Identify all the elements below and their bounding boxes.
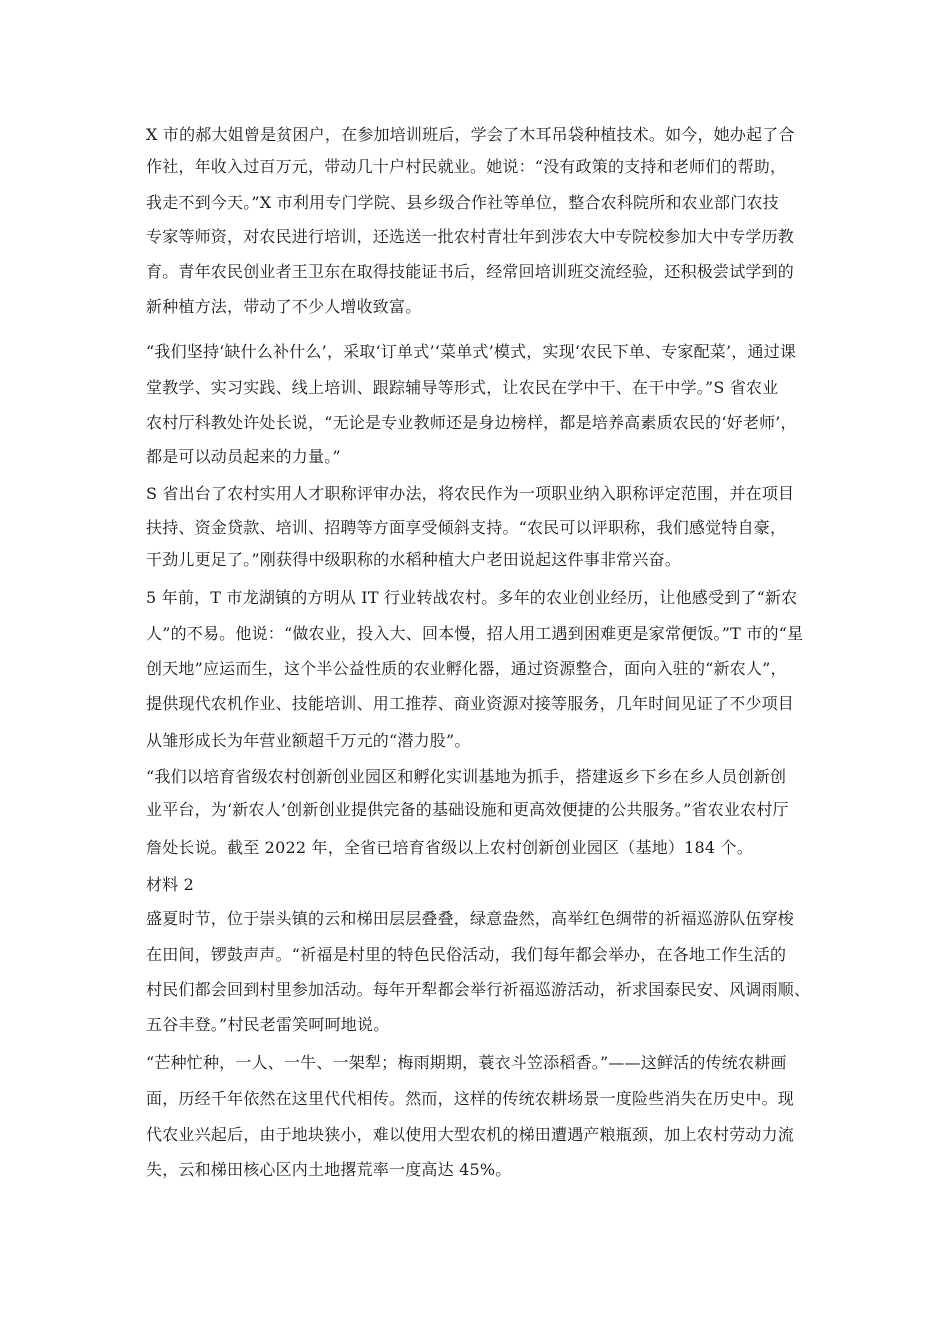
text-line: 在田间，锣鼓声声。“祈福是村里的特色民俗活动，我们每年都会举办，在各地工作生活的	[146, 945, 787, 964]
text-line: 堂教学、实习实践、线上培训、跟踪辅导等形式，让农民在学中干、在干中学。”S 省农业	[146, 378, 779, 397]
text-line: X 市的郝大姐曾是贫困户，在参加培训班后，学会了木耳吊袋种植技术。如今，她办起了合	[146, 125, 795, 144]
text-line: 五谷丰登。”村民老雷笑呵呵地说。	[146, 1015, 390, 1034]
text-line: S 省出台了农村实用人才职称评审办法，将农民作为一项职业纳入职称评定范围，并在项目	[146, 484, 795, 503]
text-line: 人”的不易。他说：“做农业，投入大、回本慢，招人用工遇到困难更是家常便饭。”T 市的“星	[146, 624, 804, 643]
text-line: 都是可以动员起来的力量。”	[146, 447, 341, 466]
text-line: 詹处长说。截至 2022 年，全省已培育省级以上农村创新创业园区（基地）184 个。	[146, 838, 753, 857]
text-line: “芒种忙种，一人、一牛、一架犁；梅雨期期，蓑衣斗笠添稻香。”——这鲜活的传统农耕画	[146, 1053, 787, 1072]
text-line: 专家等师资，对农民进行培训，还选送一批农村青壮年到涉农大中专院校参加大中专学历教	[146, 227, 795, 246]
text-line: 农村厅科教处许处长说，“无论是专业教师还是身边榜样，都是培养高素质农民的‘好老师’，	[146, 413, 797, 432]
text-line: 5 年前，T 市龙湖镇的方明从 IT 行业转战农村。多年的农业创业经历，让他感受到了“新农	[146, 588, 798, 607]
text-line: 业平台，为‘新农人’创新创业提供完备的基础设施和更高效便捷的公共服务。”省农业农村厅	[146, 800, 789, 819]
text-line: 村民们都会回到村里参加活动。每年开犁都会举行祈福巡游活动，祈求国泰民安、风调雨顺、	[146, 980, 811, 999]
text-line: “我们坚持‘缺什么补什么’，采取‘订单式’‘菜单式’模式，实现‘农民下单、专家配菜’，通过课	[146, 342, 797, 361]
text-line: 扶持、资金贷款、培训、招聘等方面享受倾斜支持。“农民可以评职称，我们感觉特自豪，	[146, 518, 787, 537]
text-line: “我们以培育省级农村创新创业园区和孵化实训基地为抓手，搭建返乡下乡在乡人员创新创	[146, 767, 787, 786]
text-line: 新种植方法，带动了不少人增收致富。	[146, 297, 422, 316]
text-line: 失，云和梯田核心区内土地撂荒率一度高达 45%。	[146, 1160, 512, 1179]
section-heading: 材料 2	[146, 875, 195, 894]
text-line: 作社，年收入过百万元，带动几十户村民就业。她说：“没有政策的支持和老师们的帮助，	[146, 157, 787, 176]
text-line: 提供现代农机作业、技能培训、用工推荐、商业资源对接等服务，几年时间见证了不少项目	[146, 694, 795, 713]
text-line: 创天地”应运而生，这个半公益性质的农业孵化器，通过资源整合，面向入驻的“新农人”，	[146, 659, 787, 678]
text-line: 盛夏时节，位于崇头镇的云和梯田层层叠叠，绿意盎然，高举红色绸带的祈福巡游队伍穿梭	[146, 909, 795, 928]
text-line: 干劲儿更足了。”刚获得中级职称的水稻种植大户老田说起这件事非常兴奋。	[146, 550, 681, 569]
text-line: 育。青年农民创业者王卫东在取得技能证书后，经常回培训班交流经验，还积极尝试学到的	[146, 262, 795, 281]
text-line: 面，历经千年依然在这里代代相传。然而，这样的传统农耕场景一度险些消失在历史中。现	[146, 1089, 795, 1108]
text-line: 从雏形成长为年营业额超千万元的“潜力股”。	[146, 731, 471, 750]
text-line: 我走不到今天。”X 市利用专门学院、县乡级合作社等单位，整合农科院所和农业部门农技	[146, 193, 779, 212]
text-line: 代农业兴起后，由于地块狭小，难以使用大型农机的梯田遭遇产粮瓶颈，加上农村劳动力流	[146, 1125, 795, 1144]
